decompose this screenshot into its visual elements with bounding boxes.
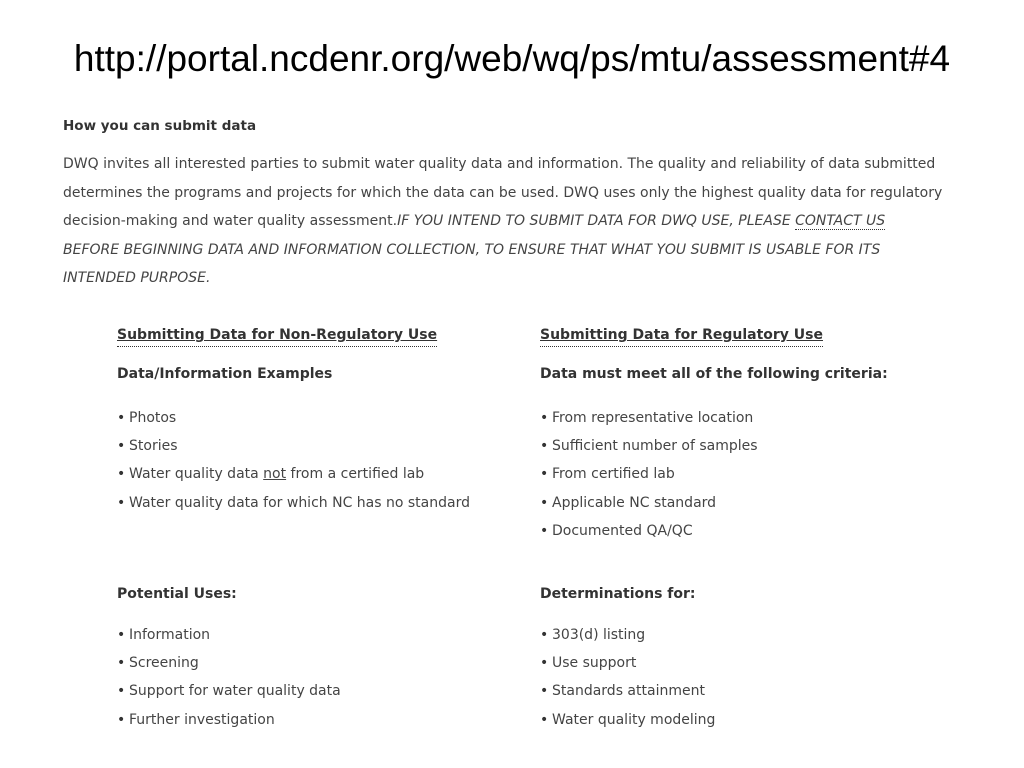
examples-heading: Data/Information Examples	[117, 366, 333, 382]
non-regulatory-title-link[interactable]: Submitting Data for Non-Regulatory Use	[117, 327, 437, 347]
determinations-list	[540, 621, 940, 734]
list-item-text: Water quality data	[129, 466, 264, 483]
regulatory-title-link[interactable]: Submitting Data for Regulatory Use	[540, 327, 823, 347]
criteria-heading: Data must meet all of the following criteria:	[540, 366, 888, 382]
examples-list	[117, 404, 517, 517]
list-item: • Photos	[117, 404, 517, 432]
list-item: • Screening	[117, 649, 517, 677]
criteria-list	[540, 404, 940, 545]
contact-us-link[interactable]: CONTACT US	[795, 213, 886, 229]
list-item: • Further investigation	[117, 706, 517, 734]
list-item: • Stories	[117, 432, 517, 460]
list-item: • Water quality data for which NC has no standard	[117, 489, 517, 517]
list-item: • Water quality modeling	[540, 706, 940, 734]
intro-section	[63, 112, 943, 293]
section-heading: How you can submit data	[63, 118, 257, 134]
slide-title: http://portal.ncdenr.org/web/wq/ps/mtu/assessment#4	[73, 38, 951, 79]
list-item: • Use support	[540, 649, 940, 677]
list-item: • Applicable NC standard	[540, 489, 940, 517]
list-item: • Sufficient number of samples	[540, 432, 940, 460]
submission-columns	[117, 324, 917, 744]
intro-caps-after: BEFORE BEGINNING DATA AND INFORMATION COLLECTION, TO ENSURE THAT WHAT YOU SUBMIT IS USABLE FOR ITS INTENDED PURPOSE.	[63, 241, 881, 286]
intro-caps-before: IF YOU INTEND TO SUBMIT DATA FOR DWQ USE, PLEASE	[397, 213, 796, 229]
intro-text: DWQ invites all interested parties to submit water quality data and information. The quality and reliability of data submitted determines the programs and projects for which the data can be used. DWQ uses only the highest quality data for regulatory decision-making and water quality assessment.	[63, 156, 943, 229]
regulatory-column	[540, 324, 940, 545]
list-item: • Documented QA/QC	[540, 517, 940, 545]
list-item	[117, 460, 517, 488]
potential-uses-list	[117, 621, 517, 734]
list-item: • Standards attainment	[540, 677, 940, 705]
intro-paragraph	[63, 150, 943, 293]
list-item: • Information	[117, 621, 517, 649]
underlined-not: not	[263, 466, 287, 483]
list-item: • 303(d) listing	[540, 621, 940, 649]
determinations-block	[540, 586, 940, 734]
determinations-heading: Determinations for:	[540, 586, 696, 602]
potential-uses-heading: Potential Uses:	[117, 586, 237, 602]
list-item: • From representative location	[540, 404, 940, 432]
potential-uses-block	[117, 586, 517, 734]
list-item-text: from a certified lab	[286, 466, 425, 483]
list-item: • Support for water quality data	[117, 677, 517, 705]
non-regulatory-column	[117, 324, 517, 517]
list-item: • From certified lab	[540, 460, 940, 488]
